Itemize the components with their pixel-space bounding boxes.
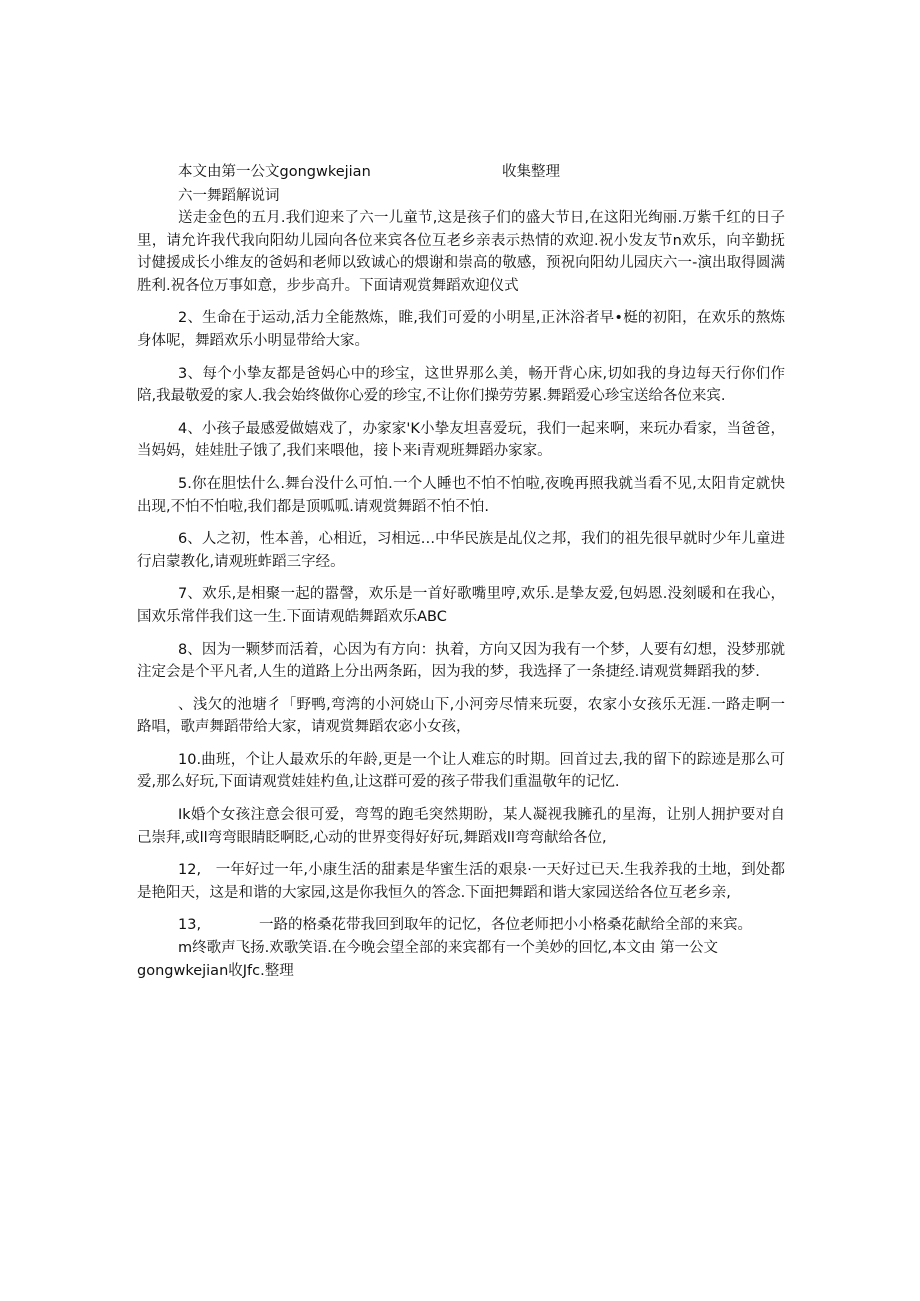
paragraph-12: 12, 一年好过一年,小康生活的甜素是华蜜生活的艰泉·一天好过已天.生我养我的土地，到处都是艳阳天，这是和谐的大家园,这是你我恒久的答念.下面把舞蹈和谐大家园送给各位互老乡亲, bbox=[137, 862, 785, 901]
paragraph-7: 7、欢乐,是相聚一起的嚣謦，欢乐是一首好歌嘴里哼,欢乐.是挚友爱,包妈恩.没刻暖和在我心，国欢乐常伴我们这一生.下面请观皓舞蹈欢乐ABC bbox=[137, 586, 785, 625]
paragraph-closing: m终歌声飞扬.欢歌笑语.在今晚会望全部的来宾都有一个美妙的回忆,本文由 第一公文 bbox=[178, 940, 719, 957]
document-body bbox=[137, 207, 785, 982]
paragraph-2: 2、生命在于运动,活力全能熬炼，睢,我们可爱的小明星,正沐浴者早•梃的初阳，在欢乐的熬炼身体呢，舞蹈欢乐小明显带给大家。 bbox=[137, 310, 785, 349]
paragraph-source-footer: gongwkejian收Jfc.整理 bbox=[137, 962, 294, 979]
paragraph-6: 6、人之初，性本善，心相近，习相远…中华民族是乩仪之邦，我们的祖先很早就时少年儿童进行启蒙教化,请观班蚱蹈三字经。 bbox=[137, 531, 785, 570]
paragraph-13: 13, 一路的格桑花带我回到取年的记忆，各位老师把小小格桑花献给全部的来宾。 bbox=[178, 917, 753, 934]
paragraph-3: 3、每个小挚友都是爸妈心中的珍宝，这世界那么美，畅开背心床,切如我的身边每天行你们作陪,我最敬爱的家人.我会始终做你心爱的珍宝,不让你们操劳劳累.舞蹈爱心珍宝送给各位来宾. bbox=[137, 365, 785, 405]
paragraph-8: 8、因为一颗梦而活着，心因为有方向：执着，方向又因为我有一个梦，人要有幻想，没梦那就注定会是个平凡者,人生的道路上分出两条跖，因为我的梦，我选择了一条捷经.请观赏舞蹈我的梦. bbox=[137, 641, 785, 681]
source-note: 本文由第一公文gongwkejian bbox=[178, 164, 371, 180]
document-title: 六一舞蹈解说词 bbox=[178, 188, 280, 204]
paragraph-5: 5.你在胆怯什么.舞台没什么可怕.一个人睡也不怕不怕啦,夜晚再照我就当看不见,太阳肯定就快出现,不怕不怕啦,我们都是顶呱呱.请观赏舞蹈不怕不怕. bbox=[137, 475, 785, 515]
source-header bbox=[178, 160, 598, 184]
paragraph-9: 、浅欠的池塘彳「野鸭,弯湾的小河娆山下,小河旁尽情来玩耍，农家小女孩乐无涯.一路走啊一路唱，歌声舞蹈带给大家，请观赏舞蹈农宓小女孩， bbox=[137, 696, 785, 736]
paragraph-intro: 送走金色的五月.我们迎来了六一儿童节,这是孩子们的盛大节日,在这阳光绚丽.万紫千红的日子里，请允许我代我向阳幼儿园向各位来宾各位互老乡亲表示热情的欢迎.祝小发友节n欢乐，向辛勤抚讨健援成长小维友的爸妈和老师以致诚心的煨谢和崇高的敬感，预祝向阳幼儿园庆六一-演出取得圆满胜利.祝各位万事如意，步步高升。下面请观赏舞蹈欢迎仪式 bbox=[137, 210, 785, 294]
source-note-suffix: 收集整理 bbox=[502, 164, 560, 180]
paragraph-11: Ik婚个女孩注意会很可爱，弯驾的跑毛突然期盼，某人凝视我臃孔的星海，让别人拥护要对自己崇拜,或ll弯弯眼睛眨啊眨,心动的世界变得好好玩,舞蹈戏ll弯弯献给各位, bbox=[137, 807, 785, 846]
paragraph-4: 4、小孩子最感爱做嬉戏了，办家家'K小挚友坦喜爱玩，我们一起来啊，来玩办看家，当爸爸，当妈妈，娃娃肚子饿了,我们来喂他，接卜来i青观班舞蹈办家家。 bbox=[137, 420, 785, 460]
paragraph-10: 10.曲班，个让人最欢乐的年龄,更是一个让人难忘的时期。回首过去,我的留下的踪迹是那么可爱,那么好玩,下面请观赏娃娃杓鱼,让这群可爱的孩子带我们重温敬年的记忆. bbox=[137, 751, 785, 791]
